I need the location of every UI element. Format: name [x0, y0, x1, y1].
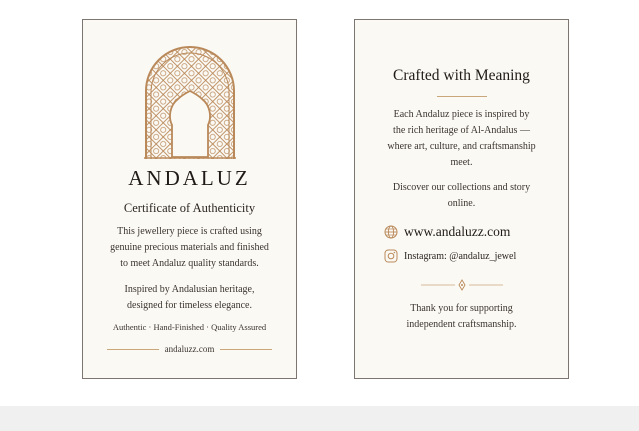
- instagram-handle[interactable]: Instagram: @andaluz_jewel: [404, 250, 517, 262]
- certificate-card-front: [82, 19, 297, 379]
- brand-name: ANDALUZ: [128, 166, 251, 190]
- text-line: Thank you for supporting: [410, 303, 513, 314]
- text-line: to meet Andaluz quality standards.: [120, 258, 259, 269]
- moorish-arch-logo-icon: [142, 45, 238, 159]
- divider-line: [107, 349, 159, 350]
- quality-tagline: Authentic · Hand-Finished · Quality Assured: [112, 322, 267, 332]
- heritage-description: [95, 282, 284, 314]
- text-line: where art, culture, and craftsmanship: [387, 141, 536, 152]
- title-underline: [437, 96, 487, 97]
- craft-description: [95, 224, 284, 272]
- text-line: This jewellery piece is crafted using: [117, 226, 262, 237]
- text-line: the rich heritage of Al-Andalus —: [393, 125, 530, 136]
- text-line: independent craftsmanship.: [406, 319, 517, 330]
- heritage-description: [367, 107, 556, 171]
- discover-text: [367, 180, 556, 212]
- instagram-row[interactable]: [384, 249, 558, 263]
- text-line: Each Andaluz piece is inspired by: [393, 109, 530, 120]
- divider-line: [220, 349, 272, 350]
- certificate-title: Certificate of Authenticity: [123, 201, 256, 215]
- thank-you-text: [367, 301, 556, 333]
- footer-divider: [107, 344, 272, 354]
- website-link[interactable]: www.andaluzz.com: [404, 224, 511, 239]
- ornament-divider-icon: [421, 279, 503, 291]
- back-title: Crafted with Meaning: [393, 67, 530, 84]
- text-line: Discover our collections and story: [392, 182, 531, 193]
- background-floor: [0, 406, 639, 431]
- text-line: Inspired by Andalusian heritage,: [124, 284, 255, 295]
- text-line: meet.: [450, 157, 473, 168]
- instagram-icon: [384, 249, 398, 263]
- website-row[interactable]: [384, 224, 558, 240]
- website-link[interactable]: andaluzz.com: [164, 344, 215, 354]
- globe-icon: [384, 225, 398, 239]
- certificate-card-back: [354, 19, 569, 379]
- text-line: designed for timeless elegance.: [127, 300, 252, 311]
- text-line: genuine precious materials and finished: [110, 242, 269, 253]
- text-line: online.: [447, 198, 476, 209]
